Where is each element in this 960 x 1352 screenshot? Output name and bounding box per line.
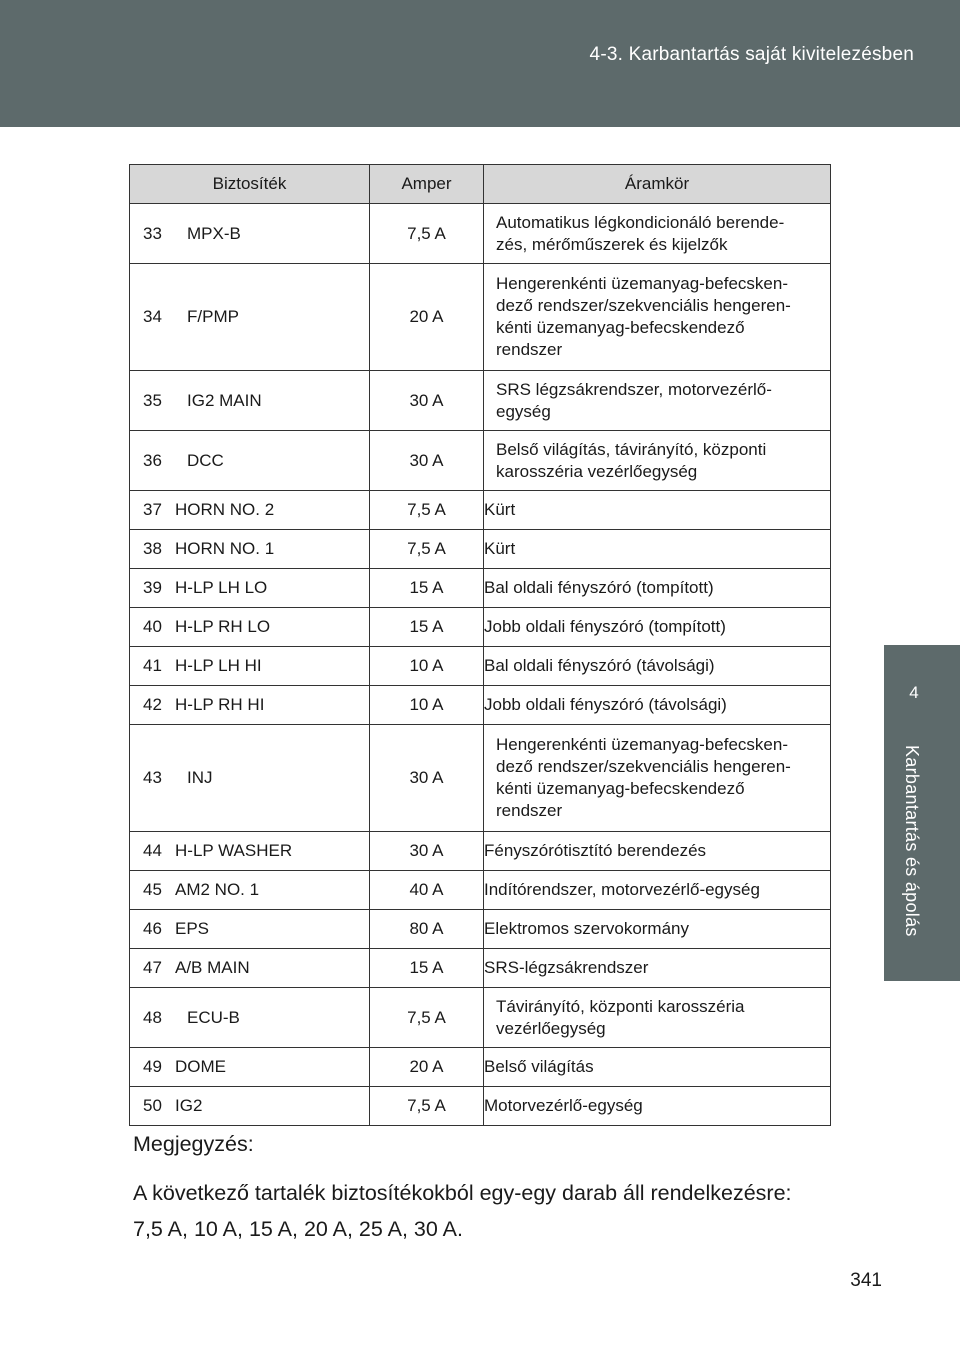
fuse-amper: 7,5 A	[370, 204, 484, 264]
fuse-circuit: Fényszórótisztító berendezés	[484, 832, 831, 871]
fuse-name: ECU-B	[175, 988, 370, 1048]
fuse-amper: 7,5 A	[370, 491, 484, 530]
table-row	[130, 530, 831, 569]
fuse-number: 35	[130, 371, 176, 431]
table-row	[130, 608, 831, 647]
fuse-amper: 7,5 A	[370, 1087, 484, 1126]
fuse-name: IG2	[175, 1087, 370, 1126]
table-row	[130, 647, 831, 686]
table-row	[130, 1048, 831, 1087]
fuse-name: H-LP RH HI	[175, 686, 370, 725]
table-row	[130, 832, 831, 871]
fuse-amper: 40 A	[370, 871, 484, 910]
table-row	[130, 569, 831, 608]
fuse-circuit: Elektromos szervokormány	[484, 910, 831, 949]
fuse-amper: 15 A	[370, 608, 484, 647]
fuse-name: H-LP LH HI	[175, 647, 370, 686]
fuse-amper: 7,5 A	[370, 988, 484, 1048]
fuse-circuit: SRS-légzsákrendszer	[484, 949, 831, 988]
fuse-circuit: Indítórendszer, motorvezérlő-egység	[484, 871, 831, 910]
page-header	[0, 0, 960, 127]
fuse-name: HORN NO. 1	[175, 530, 370, 569]
fuse-number: 44	[130, 832, 176, 871]
table-row	[130, 371, 831, 431]
fuse-number: 45	[130, 871, 176, 910]
fuse-name: A/B MAIN	[175, 949, 370, 988]
fuse-amper: 20 A	[370, 264, 484, 371]
fuse-amper: 30 A	[370, 725, 484, 832]
table-row	[130, 871, 831, 910]
fuse-number: 40	[130, 608, 176, 647]
fuse-amper: 80 A	[370, 910, 484, 949]
table-row	[130, 264, 831, 371]
fuse-name: F/PMP	[175, 264, 370, 371]
fuse-circuit: Hengerenkénti üzemanyag-befecsken- dező rendszer/szekvenciális hengeren- kénti üzemanyag-befecskendező rendszer	[484, 264, 831, 371]
fuse-circuit: Automatikus légkondicionáló berende- zés, mérőműszerek és kijelzők	[484, 204, 831, 264]
fuse-circuit: Bal oldali fényszóró (távolsági)	[484, 647, 831, 686]
section-title: 4-3. Karbantartás saját kivitelezésben	[589, 44, 914, 65]
fuse-number: 41	[130, 647, 176, 686]
fuse-amper: 20 A	[370, 1048, 484, 1087]
fuse-amper: 7,5 A	[370, 530, 484, 569]
fuse-circuit: SRS légzsákrendszer, motorvezérlő- egység	[484, 371, 831, 431]
fuse-number: 46	[130, 910, 176, 949]
fuse-number: 36	[130, 431, 176, 491]
table-row	[130, 1087, 831, 1126]
table-header-row	[130, 165, 831, 204]
fuse-circuit: Kürt	[484, 491, 831, 530]
chapter-number: 4	[909, 683, 919, 702]
fuse-circuit: Kürt	[484, 530, 831, 569]
header-circuit: Áramkör	[484, 165, 831, 204]
fuse-table	[129, 164, 831, 1126]
fuse-name: DOME	[175, 1048, 370, 1087]
fuse-amper: 15 A	[370, 569, 484, 608]
table-row	[130, 686, 831, 725]
fuse-name: INJ	[175, 725, 370, 832]
fuse-amper: 30 A	[370, 431, 484, 491]
table-row	[130, 491, 831, 530]
fuse-name: H-LP RH LO	[175, 608, 370, 647]
fuse-name: H-LP LH LO	[175, 569, 370, 608]
fuse-amper: 10 A	[370, 686, 484, 725]
fuse-number: 37	[130, 491, 176, 530]
fuse-name: IG2 MAIN	[175, 371, 370, 431]
header-fuse: Biztosíték	[130, 165, 370, 204]
fuse-number: 39	[130, 569, 176, 608]
note-text: A következő tartalék biztosítékokból egy-egy darab áll rendelkezésre: 7,5 A, 10 A, 15 A, 20 A, 25 A, 30 A.	[133, 1181, 792, 1241]
fuse-number: 42	[130, 686, 176, 725]
fuse-number: 43	[130, 725, 176, 832]
fuse-circuit: Motorvezérlő-egység	[484, 1087, 831, 1126]
fuse-number: 48	[130, 988, 176, 1048]
fuse-name: EPS	[175, 910, 370, 949]
chapter-title: Karbantartás és ápolás	[902, 745, 922, 937]
fuse-circuit: Távirányító, központi karosszéria vezérlőegység	[484, 988, 831, 1048]
fuse-number: 38	[130, 530, 176, 569]
fuse-name: HORN NO. 2	[175, 491, 370, 530]
chapter-side-tab	[884, 645, 960, 981]
fuse-name: AM2 NO. 1	[175, 871, 370, 910]
fuse-circuit: Jobb oldali fényszóró (távolsági)	[484, 686, 831, 725]
header-amper: Amper	[370, 165, 484, 204]
table-row	[130, 204, 831, 264]
fuse-name: H-LP WASHER	[175, 832, 370, 871]
fuse-number: 33	[130, 204, 176, 264]
table-row	[130, 431, 831, 491]
fuse-amper: 30 A	[370, 371, 484, 431]
fuse-amper: 30 A	[370, 832, 484, 871]
fuse-circuit: Bal oldali fényszóró (tompított)	[484, 569, 831, 608]
fuse-circuit: Belső világítás, távirányító, központi karosszéria vezérlőegység	[484, 431, 831, 491]
note-title: Megjegyzés:	[133, 1132, 254, 1156]
fuse-circuit: Hengerenkénti üzemanyag-befecsken- dező rendszer/szekvenciális hengeren- kénti üzemanyag-befecskendező rendszer	[484, 725, 831, 832]
table-row	[130, 725, 831, 832]
fuse-name: MPX-B	[175, 204, 370, 264]
table-row	[130, 988, 831, 1048]
page-number: 341	[850, 1270, 882, 1291]
fuse-amper: 15 A	[370, 949, 484, 988]
fuse-circuit: Belső világítás	[484, 1048, 831, 1087]
table-row	[130, 910, 831, 949]
fuse-number: 47	[130, 949, 176, 988]
fuse-number: 34	[130, 264, 176, 371]
fuse-number: 50	[130, 1087, 176, 1126]
fuse-number: 49	[130, 1048, 176, 1087]
fuse-amper: 10 A	[370, 647, 484, 686]
fuse-name: DCC	[175, 431, 370, 491]
table-row	[130, 949, 831, 988]
fuse-circuit: Jobb oldali fényszóró (tompított)	[484, 608, 831, 647]
